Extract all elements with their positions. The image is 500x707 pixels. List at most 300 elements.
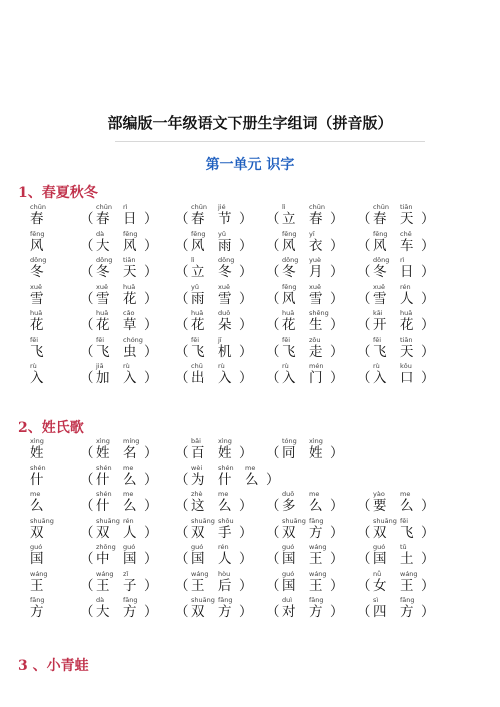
- open-paren: （: [266, 498, 280, 514]
- open-paren: （: [80, 290, 94, 307]
- char: 花: [96, 317, 110, 333]
- open-paren: （: [80, 577, 94, 594]
- char: 冬: [282, 264, 296, 280]
- open-paren: （: [80, 471, 94, 488]
- char-pinyin: xuě: [373, 282, 385, 291]
- char: 天: [400, 211, 414, 227]
- close-paren: ）: [330, 577, 344, 594]
- char-pinyin: xìng: [96, 437, 110, 445]
- char-pinyin: fēng: [282, 282, 297, 291]
- section-heading: 2、姓氏歌: [18, 420, 84, 436]
- char-pinyin: guó: [282, 543, 295, 551]
- close-paren: ）: [239, 343, 253, 360]
- char: 大: [96, 237, 110, 254]
- close-paren: ）: [330, 445, 344, 461]
- head-char: 姓: [30, 445, 44, 461]
- open-paren: （: [357, 577, 371, 594]
- char: 姓: [309, 445, 323, 461]
- close-paren: ）: [239, 524, 253, 541]
- char: 飞: [191, 343, 205, 360]
- head-char: 冬: [30, 264, 44, 280]
- char: 国: [282, 551, 296, 567]
- char-pinyin: rì: [400, 256, 405, 264]
- char-pinyin: me: [218, 490, 229, 498]
- close-paren: ）: [239, 317, 253, 333]
- char-pinyin: rén: [123, 516, 134, 525]
- vocab-row: [0, 256, 500, 280]
- open-paren: （: [175, 577, 189, 594]
- close-paren: ）: [144, 317, 158, 333]
- close-paren: ）: [421, 370, 435, 386]
- char-pinyin: fāng: [123, 596, 138, 604]
- char-pinyin: kǒu: [400, 362, 412, 370]
- char-pinyin: lì: [191, 256, 195, 264]
- char-pinyin: nǚ: [373, 569, 382, 578]
- close-paren: ）: [421, 524, 435, 541]
- open-paren: （: [266, 370, 280, 386]
- vocab-row: [0, 283, 500, 307]
- char-pinyin: me: [309, 490, 320, 498]
- char: 飞: [96, 343, 110, 360]
- head-pinyin: fēng: [30, 229, 45, 238]
- char-pinyin: fēng: [282, 229, 297, 238]
- char-pinyin: yǔ: [191, 282, 199, 291]
- close-paren: ）: [239, 577, 253, 594]
- open-paren: （: [266, 551, 280, 567]
- char: 姓: [218, 445, 232, 461]
- char-pinyin: huā: [282, 309, 295, 317]
- open-paren: （: [80, 211, 94, 227]
- char-pinyin: shén: [218, 463, 234, 472]
- char-pinyin: huā: [123, 282, 136, 291]
- close-paren: ）: [421, 498, 435, 514]
- unit-heading: 第一单元 识字: [205, 157, 295, 173]
- char-pinyin: huā: [191, 309, 204, 317]
- char-pinyin: fēi: [96, 335, 105, 344]
- char-pinyin: duō: [282, 490, 295, 498]
- head-pinyin: wáng: [30, 569, 48, 578]
- char: 走: [309, 343, 323, 360]
- char-pinyin: tóng: [282, 437, 297, 445]
- close-paren: ）: [144, 290, 158, 307]
- char-pinyin: duǒ: [218, 309, 231, 317]
- char: 王: [191, 577, 205, 594]
- char: 方: [400, 604, 414, 620]
- char: 方: [309, 524, 323, 541]
- char: 什: [218, 471, 232, 488]
- char-pinyin: chūn: [373, 203, 389, 211]
- head-pinyin: huā: [30, 309, 43, 317]
- open-paren: （: [357, 498, 371, 514]
- char: 出: [191, 370, 205, 386]
- char-pinyin: rén: [400, 282, 411, 291]
- char: 花: [123, 290, 137, 307]
- open-paren: （: [175, 343, 189, 360]
- char-pinyin: me: [123, 490, 134, 498]
- char: 风: [123, 237, 137, 254]
- char-pinyin: tiān: [400, 335, 413, 344]
- char-pinyin: chūn: [309, 203, 325, 211]
- head-char: 入: [30, 370, 44, 386]
- head-pinyin: shuāng: [30, 516, 54, 525]
- char-pinyin: wáng: [191, 569, 209, 578]
- char: 门: [309, 370, 323, 386]
- char: 么: [123, 471, 137, 488]
- char: 人: [218, 551, 232, 567]
- close-paren: ）: [144, 498, 158, 514]
- head-char: 春: [30, 211, 44, 227]
- char: 双: [191, 604, 205, 620]
- open-paren: （: [266, 237, 280, 254]
- close-paren: ）: [239, 370, 253, 386]
- char: 王: [400, 577, 414, 594]
- char: 春: [373, 211, 387, 227]
- head-char: 国: [30, 551, 44, 567]
- char-pinyin: kāi: [373, 309, 383, 317]
- char-pinyin: xìng: [218, 437, 232, 445]
- head-pinyin: guó: [30, 543, 43, 551]
- char-pinyin: tǔ: [400, 543, 407, 551]
- char: 春: [191, 211, 205, 227]
- char-pinyin: dōng: [96, 256, 113, 264]
- open-paren: （: [266, 577, 280, 594]
- char-pinyin: zǐ: [123, 569, 129, 578]
- vocab-row: [0, 437, 500, 461]
- open-paren: （: [266, 445, 280, 461]
- open-paren: （: [266, 604, 280, 620]
- char-pinyin: rù: [123, 362, 130, 370]
- char-pinyin: wáng: [309, 543, 327, 551]
- char-pinyin: bǎi: [191, 437, 201, 445]
- char: 名: [123, 445, 137, 461]
- head-char: 雪: [30, 290, 44, 307]
- close-paren: ）: [239, 498, 253, 514]
- close-paren: ）: [144, 471, 158, 488]
- vocab-row: [0, 230, 500, 254]
- char: 雪: [96, 290, 110, 307]
- char: 四: [373, 604, 387, 620]
- open-paren: （: [266, 524, 280, 541]
- char: 天: [400, 343, 414, 360]
- char-pinyin: mén: [309, 362, 324, 370]
- close-paren: ）: [421, 577, 435, 594]
- head-pinyin: fāng: [30, 596, 45, 604]
- char: 为: [191, 471, 205, 488]
- char-pinyin: zhè: [191, 490, 203, 498]
- char: 飞: [400, 524, 414, 541]
- char: 衣: [309, 237, 323, 254]
- char-pinyin: xuě: [96, 282, 108, 291]
- close-paren: ）: [421, 343, 435, 360]
- char: 什: [96, 498, 110, 514]
- close-paren: ）: [330, 524, 344, 541]
- open-paren: （: [175, 551, 189, 567]
- char-pinyin: wèi: [191, 463, 203, 472]
- char: 节: [218, 211, 232, 227]
- char-pinyin: yī: [309, 229, 315, 238]
- char-pinyin: dà: [96, 596, 105, 604]
- char: 花: [191, 317, 205, 333]
- char: 大: [96, 604, 110, 620]
- char: 么: [218, 498, 232, 514]
- char-pinyin: wáng: [309, 569, 327, 578]
- char-pinyin: shuāng: [191, 516, 215, 525]
- head-pinyin: rù: [30, 362, 37, 370]
- char: 百: [191, 445, 205, 461]
- head-char: 花: [30, 317, 44, 333]
- char: 子: [123, 577, 137, 594]
- head-char: 风: [30, 237, 44, 254]
- vocab-row: [0, 490, 500, 514]
- char: 雪: [218, 290, 232, 307]
- char: 国: [373, 551, 387, 567]
- open-paren: （: [175, 471, 189, 488]
- close-paren: ）: [239, 445, 253, 461]
- char: 立: [282, 211, 296, 227]
- char: 雪: [373, 290, 387, 307]
- vocab-row: [0, 309, 500, 333]
- char-pinyin: xuě: [218, 282, 230, 291]
- char: 入: [218, 370, 232, 386]
- char: 多: [282, 498, 296, 514]
- open-paren: （: [80, 524, 94, 541]
- char-pinyin: zǒu: [309, 335, 321, 344]
- head-pinyin: shén: [30, 463, 46, 472]
- open-paren: （: [357, 237, 371, 254]
- head-pinyin: xìng: [30, 437, 44, 445]
- open-paren: （: [175, 498, 189, 514]
- head-pinyin: xuě: [30, 282, 42, 291]
- close-paren: ）: [144, 577, 158, 594]
- char: 双: [373, 524, 387, 541]
- close-paren: ）: [239, 551, 253, 567]
- vocab-row: [0, 517, 500, 541]
- open-paren: （: [357, 524, 371, 541]
- char: 么: [245, 471, 259, 488]
- vocab-row: [0, 336, 500, 360]
- char: 飞: [282, 343, 296, 360]
- char: 对: [282, 604, 296, 620]
- close-paren: ）: [144, 524, 158, 541]
- char-pinyin: duì: [282, 596, 293, 604]
- close-paren: ）: [330, 343, 344, 360]
- char: 风: [191, 237, 205, 254]
- char-pinyin: lì: [282, 203, 286, 211]
- char-pinyin: guó: [373, 543, 386, 551]
- char-pinyin: yǔ: [218, 229, 226, 238]
- char: 花: [400, 317, 414, 333]
- char-pinyin: chē: [400, 229, 412, 238]
- open-paren: （: [175, 237, 189, 254]
- char: 开: [373, 317, 387, 333]
- char-pinyin: fāng: [309, 516, 324, 525]
- char-pinyin: míng: [123, 437, 140, 445]
- close-paren: ）: [144, 264, 158, 280]
- char-pinyin: rù: [282, 362, 289, 370]
- close-paren: ）: [421, 290, 435, 307]
- char-pinyin: chūn: [191, 203, 207, 211]
- char: 入: [282, 370, 296, 386]
- open-paren: （: [266, 343, 280, 360]
- char-pinyin: huā: [400, 309, 413, 317]
- char: 要: [373, 498, 387, 514]
- char-pinyin: rù: [373, 362, 380, 370]
- char: 日: [123, 211, 137, 227]
- open-paren: （: [80, 317, 94, 333]
- close-paren: ）: [421, 211, 435, 227]
- char-pinyin: huā: [96, 309, 109, 317]
- open-paren: （: [357, 264, 371, 280]
- open-paren: （: [266, 290, 280, 307]
- char: 入: [123, 370, 137, 386]
- vocab-row: [0, 464, 500, 488]
- close-paren: ）: [330, 604, 344, 620]
- char-pinyin: me: [245, 463, 256, 472]
- char-pinyin: fēi: [373, 335, 382, 344]
- open-paren: （: [357, 290, 371, 307]
- char-pinyin: shuāng: [191, 596, 215, 604]
- char: 春: [96, 211, 110, 227]
- char: 么: [309, 498, 323, 514]
- head-pinyin: dōng: [30, 256, 47, 264]
- vocab-row: [0, 596, 500, 620]
- close-paren: ）: [144, 551, 158, 567]
- open-paren: （: [175, 317, 189, 333]
- head-char: 么: [30, 498, 44, 514]
- close-paren: ）: [421, 264, 435, 280]
- char: 车: [400, 237, 414, 254]
- char: 国: [191, 551, 205, 567]
- open-paren: （: [357, 211, 371, 227]
- char-pinyin: xìng: [309, 437, 323, 445]
- char-pinyin: shuāng: [96, 516, 120, 525]
- open-paren: （: [80, 445, 94, 461]
- close-paren: ）: [421, 317, 435, 333]
- char: 入: [373, 370, 387, 386]
- char-pinyin: yuè: [309, 256, 321, 264]
- char: 双: [191, 524, 205, 541]
- char: 立: [191, 264, 205, 280]
- close-paren: ）: [421, 604, 435, 620]
- char-pinyin: jī: [218, 335, 222, 344]
- char-pinyin: me: [123, 463, 134, 472]
- vocab-row: [0, 203, 500, 227]
- char-pinyin: jié: [218, 203, 226, 211]
- char: 王: [309, 577, 323, 594]
- close-paren: ）: [266, 471, 280, 488]
- char: 姓: [96, 445, 110, 461]
- open-paren: （: [175, 211, 189, 227]
- char-pinyin: fēi: [191, 335, 200, 344]
- close-paren: ）: [330, 290, 344, 307]
- close-paren: ）: [330, 211, 344, 227]
- char: 冬: [96, 264, 110, 280]
- char: 加: [96, 370, 110, 386]
- char: 风: [282, 290, 296, 307]
- close-paren: ）: [144, 211, 158, 227]
- char-pinyin: fāng: [309, 596, 324, 604]
- char: 中: [96, 551, 110, 567]
- char-pinyin: me: [400, 490, 411, 498]
- head-char: 什: [30, 471, 44, 488]
- char-pinyin: dōng: [282, 256, 299, 264]
- open-paren: （: [175, 524, 189, 541]
- char: 日: [400, 264, 414, 280]
- char: 月: [309, 264, 323, 280]
- char: 朵: [218, 317, 232, 333]
- char-pinyin: fēng: [191, 229, 206, 238]
- close-paren: ）: [144, 604, 158, 620]
- open-paren: （: [357, 604, 371, 620]
- open-paren: （: [80, 551, 94, 567]
- char: 花: [282, 317, 296, 333]
- char: 冬: [373, 264, 387, 280]
- open-paren: （: [266, 264, 280, 280]
- char-pinyin: wáng: [400, 569, 418, 578]
- close-paren: ）: [330, 264, 344, 280]
- close-paren: ）: [421, 237, 435, 254]
- char-pinyin: shēng: [309, 309, 329, 317]
- char-pinyin: guó: [191, 543, 204, 551]
- open-paren: （: [357, 343, 371, 360]
- title-divider: [115, 141, 425, 142]
- char: 春: [309, 211, 323, 227]
- char-pinyin: yào: [373, 490, 385, 498]
- char: 风: [373, 237, 387, 254]
- char-pinyin: zhōng: [96, 543, 116, 551]
- char-pinyin: dà: [96, 229, 105, 238]
- close-paren: ）: [330, 370, 344, 386]
- char: 虫: [123, 343, 137, 360]
- char-pinyin: shén: [96, 463, 112, 472]
- char: 人: [123, 524, 137, 541]
- char: 冬: [218, 264, 232, 280]
- char: 机: [218, 343, 232, 360]
- close-paren: ）: [239, 290, 253, 307]
- section-heading: 3 、小青蛙: [18, 658, 89, 674]
- char-pinyin: shuāng: [282, 516, 306, 525]
- char-pinyin: fēng: [123, 229, 138, 238]
- char: 飞: [373, 343, 387, 360]
- head-pinyin: fēi: [30, 335, 39, 344]
- close-paren: ）: [421, 551, 435, 567]
- char-pinyin: shǒu: [218, 516, 234, 525]
- char: 雨: [218, 237, 232, 254]
- char-pinyin: fāng: [400, 596, 415, 604]
- char: 国: [123, 551, 137, 567]
- close-paren: ）: [239, 237, 253, 254]
- vocab-row: [0, 570, 500, 594]
- char: 口: [400, 370, 414, 386]
- close-paren: ）: [144, 343, 158, 360]
- open-paren: （: [80, 604, 94, 620]
- char: 手: [218, 524, 232, 541]
- head-pinyin: chūn: [30, 203, 46, 211]
- open-paren: （: [175, 290, 189, 307]
- vocab-row: [0, 543, 500, 567]
- open-paren: （: [357, 317, 371, 333]
- close-paren: ）: [144, 237, 158, 254]
- section-heading: 1、春夏秋冬: [18, 185, 98, 201]
- char: 国: [282, 577, 296, 594]
- head-char: 双: [30, 524, 44, 541]
- close-paren: ）: [330, 551, 344, 567]
- char: 土: [400, 551, 414, 567]
- char-pinyin: tiān: [123, 256, 136, 264]
- char-pinyin: jiā: [96, 362, 104, 370]
- char: 雨: [191, 290, 205, 307]
- head-char: 方: [30, 604, 44, 620]
